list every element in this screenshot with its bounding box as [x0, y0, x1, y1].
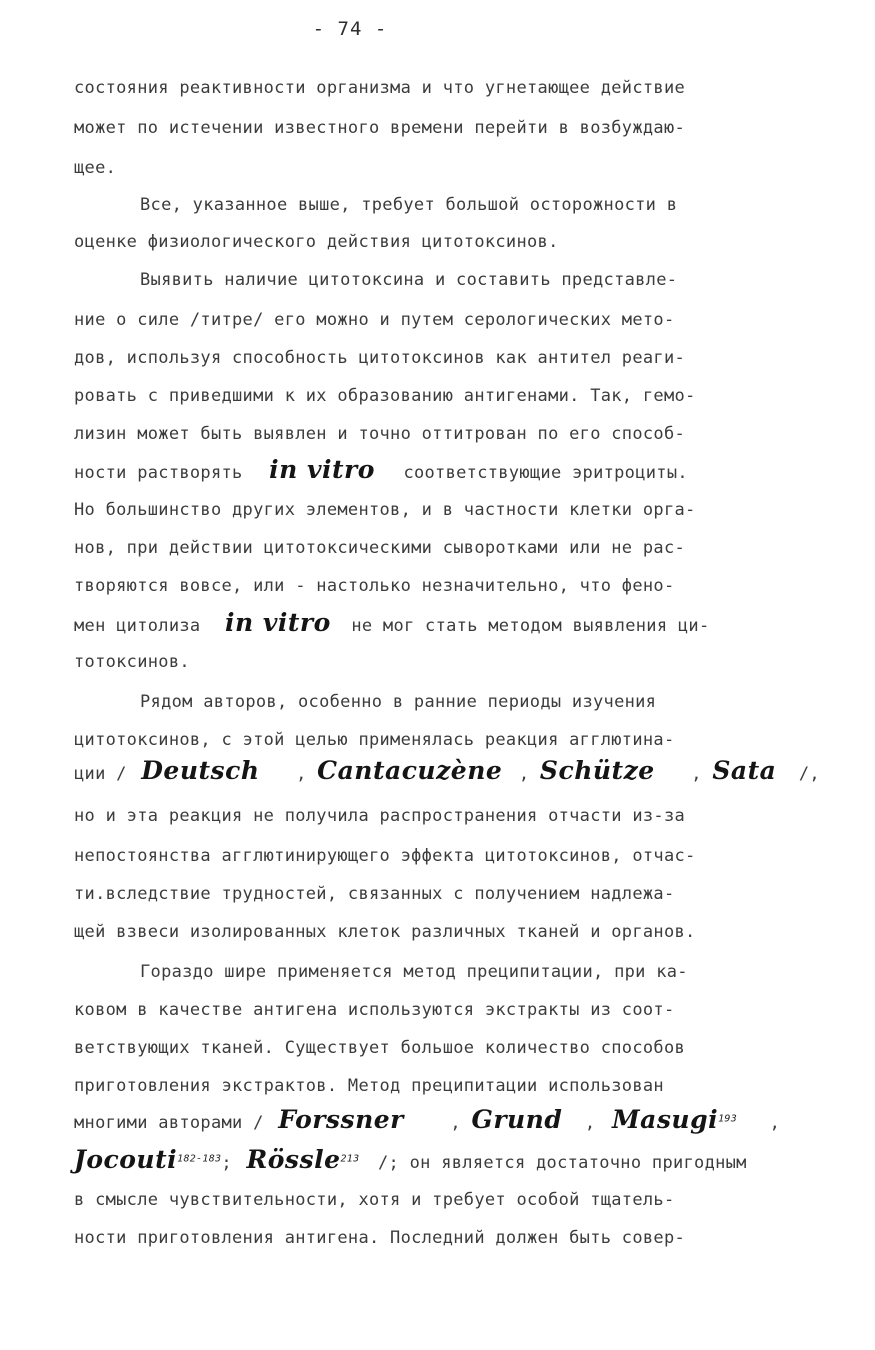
- text-line: Гораздо шире применяется метод преципитации, при ка-: [140, 962, 688, 982]
- handwritten-author: Rössle: [246, 1145, 341, 1174]
- page-number: - 74 -: [312, 18, 388, 40]
- text-line: но и эта реакция не получила распространения отчасти из-за: [74, 806, 686, 826]
- text-line: тотоксинов.: [74, 652, 190, 672]
- citation-superscript: 182-183: [177, 1153, 222, 1165]
- handwritten-author: Grund: [471, 1105, 563, 1134]
- citation-superscript: 193: [718, 1113, 738, 1125]
- text-line: непостоянства агглютинирующего эффекта цитотоксинов, отчас-: [74, 846, 696, 866]
- handwritten-author: Sata: [712, 756, 777, 785]
- text-line: ветствующих тканей. Существует большое количество способов: [74, 1038, 686, 1058]
- citation-superscript: 213: [340, 1153, 360, 1165]
- text-line: нов, при действии цитотоксическими сыворотками или не рас-: [74, 538, 686, 558]
- text-line: ние о силе /титре/ его можно и путем серологических мето-: [74, 310, 675, 330]
- text-line: многими авторами / Forssner , Grund , Masugi$^{193}$ ,: [74, 1105, 781, 1134]
- handwritten-term: in vitro: [269, 455, 375, 484]
- text-line: ти.вследствие трудностей, связанных с получением надлежа-: [74, 884, 675, 904]
- text-line: оценке физиологического действия цитотоксинов.: [74, 232, 559, 252]
- text-line: Рядом авторов, особенно в ранние периоды изучения: [140, 692, 657, 712]
- text-line: ции / Deutsch , Cantacuzène , Schütze , Sata /,: [74, 756, 820, 785]
- text-line: ности приготовления антигена. Последний должен быть совер-: [74, 1228, 686, 1248]
- handwritten-author: Cantacuzène: [317, 756, 503, 785]
- handwritten-author: Schütze: [539, 756, 655, 785]
- text-line: щей взвеси изолированных клеток различных тканей и органов.: [74, 922, 696, 942]
- text-line: ковом в качестве антигена используются экстракты из соот-: [74, 1000, 675, 1020]
- text-line: состояния реактивности организма и что угнетающее действие: [74, 78, 686, 98]
- text-line: [74, 608, 710, 637]
- text-fragment: соответствующие эритроциты.: [403, 463, 688, 483]
- text-line: Jocouti$^{182-183}$; Rössle$^{213}$ /; он является достаточно пригодным: [74, 1145, 747, 1174]
- handwritten-author: Forssner: [278, 1105, 404, 1134]
- text-fragment: ции /: [74, 764, 127, 784]
- text-fragment: мен цитолиза: [74, 616, 201, 636]
- text-line: в смысле чувствительности, хотя и требует особой тщатель-: [74, 1190, 675, 1210]
- text-fragment: /; он является достаточно пригодным: [378, 1153, 747, 1173]
- text-line: дов, используя способность цитотоксинов как антител реаги-: [74, 348, 686, 368]
- text-line: Но большинство других элементов, и в частности клетки орга-: [74, 500, 696, 520]
- text-fragment: /,: [798, 764, 820, 784]
- handwritten-author: Masugi: [611, 1105, 719, 1134]
- text-line: приготовления экстрактов. Метод преципитации использован: [74, 1076, 664, 1096]
- text-line: Выявить наличие цитотоксина и составить представле-: [140, 270, 678, 290]
- handwritten-author: Jocouti: [74, 1145, 178, 1174]
- text-line: творяются вовсе, или - настолько незначительно, что фено-: [74, 576, 675, 596]
- handwritten-author: Deutsch: [141, 756, 260, 785]
- text-line: щее.: [74, 158, 117, 178]
- text-fragment: ности растворять: [74, 463, 243, 483]
- text-fragment: не мог стать методом выявления ци-: [351, 616, 710, 636]
- handwritten-term: in vitro: [224, 608, 331, 637]
- text-line: лизин может быть выявлен и точно оттитрован по его способ-: [74, 424, 686, 444]
- text-line: [74, 455, 688, 484]
- text-line: может по истечении известного времени перейти в возбуждаю-: [74, 118, 686, 138]
- text-fragment: многими авторами /: [74, 1113, 264, 1133]
- text-line: цитотоксинов, с этой целью применялась реакция агглютина-: [74, 730, 675, 750]
- text-line: ровать с приведшими к их образованию антигенами. Так, гемо-: [74, 386, 696, 406]
- text-line: Все, указанное выше, требует большой осторожности в: [140, 195, 678, 215]
